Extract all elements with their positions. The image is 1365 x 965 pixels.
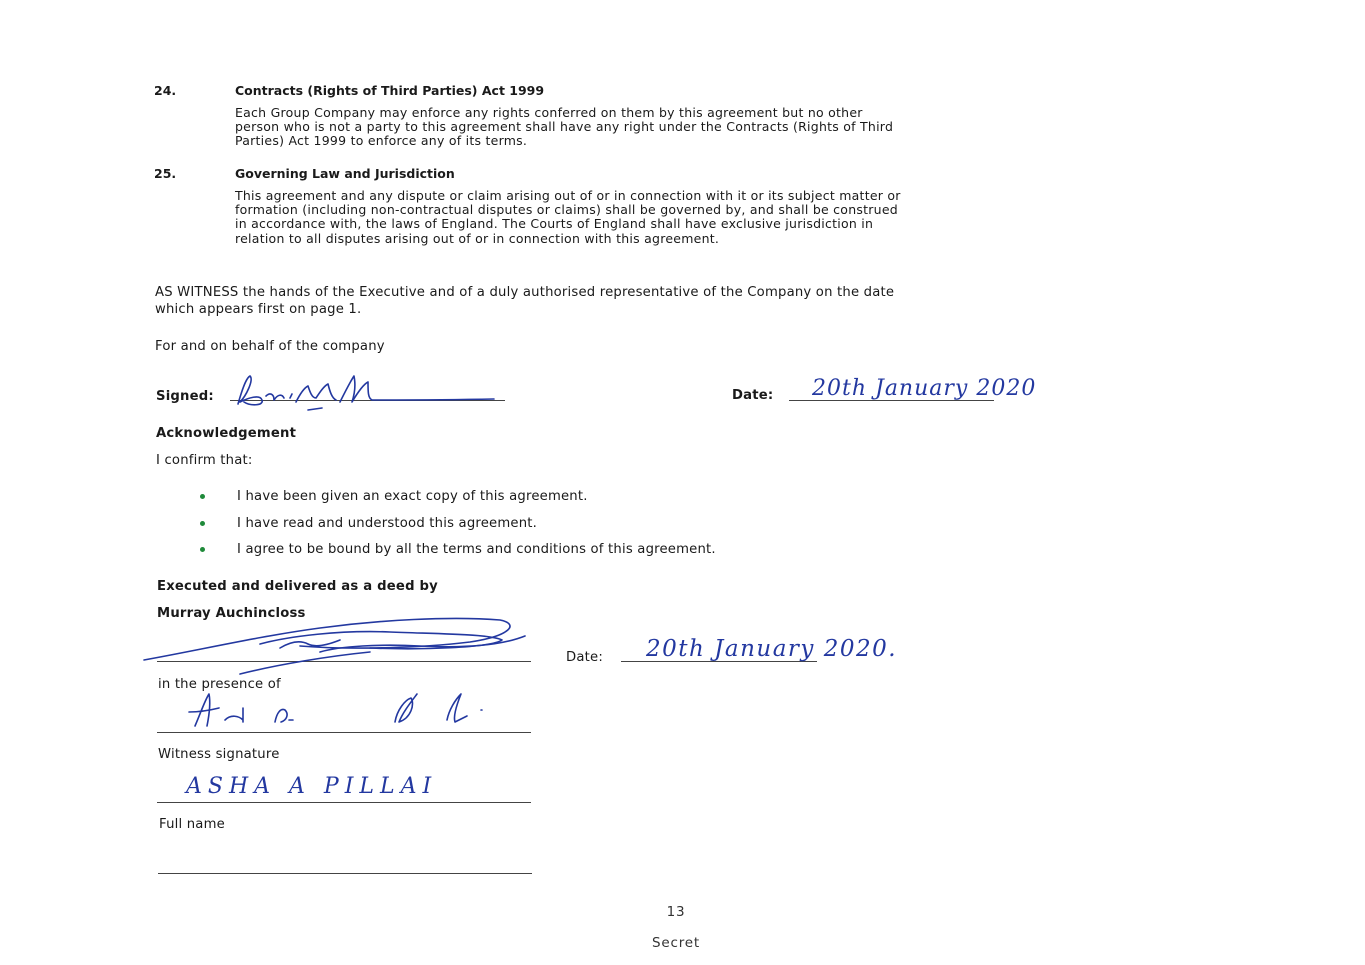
clause-25-line: This agreement and any dispute or claim arising out of or in connection with it or its subject matter or	[235, 188, 901, 203]
bullet-item: I agree to be bound by all the terms and conditions of this agreement.	[237, 542, 716, 557]
witness-statement-line: which appears first on page 1.	[155, 302, 362, 317]
clause-24-body	[235, 106, 1197, 149]
witness-fullname-handwritten: ASHA A PILLAI	[186, 774, 438, 799]
acknowledgement-heading: Acknowledgement	[156, 426, 297, 441]
executive-name: Murray Auchincloss	[157, 606, 306, 621]
clause-25-line: formation (including non-contractual disputes or claims) shall be governed by, and shall be construed	[235, 202, 898, 218]
company-date-handwritten: 20th January 2020	[812, 376, 1037, 401]
clause-24-line: Each Group Company may enforce any rights conferred on them by this agreement but no other	[235, 105, 863, 120]
witness-signature-line	[157, 732, 531, 733]
classification-label: Secret	[652, 935, 700, 951]
witness-signature-label: Witness signature	[158, 747, 280, 762]
bullet-dot-icon	[200, 521, 205, 526]
clause-24-line: Parties) Act 1999 to enforce any of its terms.	[235, 133, 528, 149]
clause-24-title: Contracts (Rights of Third Parties) Act 1999	[235, 83, 545, 98]
witness-fullname-line	[157, 802, 531, 803]
executive-date-handwritten: 20th January 2020.	[646, 636, 898, 662]
date-label-company: Date:	[732, 388, 774, 403]
clause-25-number: 25.	[154, 166, 177, 181]
company-signature	[232, 372, 502, 414]
executive-signature	[140, 614, 535, 679]
full-name-label: Full name	[159, 817, 225, 832]
on-behalf-text: For and on behalf of the company	[155, 339, 385, 354]
clause-24-line: person who is not a party to this agreement shall have any right under the Contracts (Rights of Third	[235, 119, 894, 135]
clause-25-line: in accordance with, the laws of England. The Courts of England shall have exclusive jurisdiction in	[235, 216, 874, 232]
bullet-item: I have been given an exact copy of this agreement.	[237, 489, 588, 504]
executed-heading: Executed and delivered as a deed by	[157, 579, 438, 594]
witness-statement-line: AS WITNESS the hands of the Executive and of a duly authorised representative of the Company on the date	[155, 285, 895, 300]
bullet-dot-icon	[200, 494, 205, 499]
bullet-item: I have read and understood this agreement.	[237, 516, 538, 531]
clause-25-line: relation to all disputes arising out of or in connection with this agreement.	[235, 230, 720, 246]
witness-statement	[155, 284, 1205, 318]
bullet-dot-icon	[200, 547, 205, 552]
blank-line	[158, 873, 532, 874]
clause-24-number: 24.	[154, 83, 177, 98]
date-label-executive: Date:	[566, 650, 603, 665]
confirm-text: I confirm that:	[156, 453, 253, 468]
page-number: 13	[666, 904, 686, 920]
presence-label: in the presence of	[158, 677, 281, 692]
clause-25-title: Governing Law and Jurisdiction	[235, 166, 455, 181]
signed-label: Signed:	[156, 389, 214, 404]
clause-25-body	[235, 189, 1197, 246]
witness-signature	[185, 690, 505, 732]
